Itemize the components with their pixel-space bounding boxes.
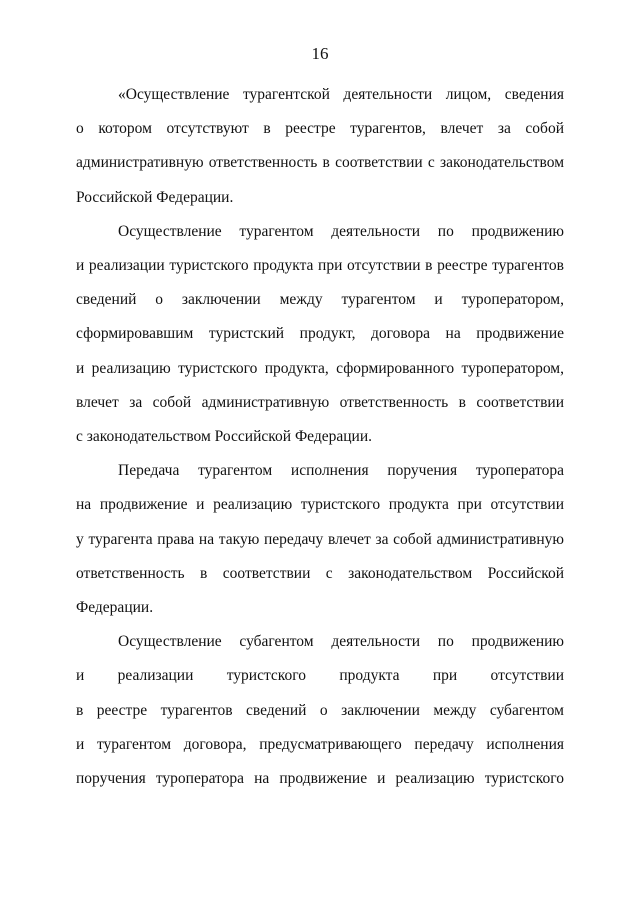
- text-line: сформировавшим туристский продукт, договора на продвижение: [76, 325, 564, 343]
- text-line: на продвижение и реализацию туристского продукта при отсутствии: [76, 496, 564, 514]
- page-number: 16: [311, 44, 329, 63]
- text-line: Российской Федерации.: [76, 188, 234, 206]
- text-line: и реализацию туристского продукта, сформированного туроператором,: [76, 359, 564, 377]
- text-line: и реализации туристского продукта при отсутствии: [76, 667, 564, 685]
- paragraph-3: [76, 454, 564, 625]
- text-line: с законодательством Российской Федерации.: [76, 428, 373, 446]
- text-line: в реестре турагентов сведений о заключении между субагентом: [76, 701, 564, 719]
- text-line: сведений о заключении между турагентом и туроператором,: [76, 291, 564, 309]
- text-line: Осуществление турагентом деятельности по продвижению: [118, 222, 564, 240]
- paragraph-2: [76, 215, 564, 454]
- text-line: и турагентом договора, предусматривающего передачу исполнения: [76, 735, 564, 753]
- text-line: Осуществление субагентом деятельности по продвижению: [118, 633, 564, 651]
- text-line: Передача турагентом исполнения поручения туроператора: [118, 462, 564, 480]
- text-line: влечет за собой административную ответственность в соответствии: [76, 393, 564, 411]
- paragraph-4: [76, 625, 564, 796]
- text-line: у турагента права на такую передачу влечет за собой административную: [76, 530, 564, 548]
- text-line: «Осуществление турагентской деятельности лицом, сведения: [118, 86, 564, 103]
- text-line: о котором отсутствуют в реестре турагентов, влечет за собой: [76, 120, 564, 138]
- text-line: Федерации.: [76, 599, 154, 617]
- paragraph-1: [76, 78, 564, 215]
- text-line: поручения туроператора на продвижение и реализацию туристского: [76, 770, 564, 788]
- text-line: ответственность в соответствии с законодательством Российской: [76, 564, 564, 582]
- text-line: административную ответственность в соответствии с законодательством: [76, 154, 564, 172]
- document-body: [76, 78, 564, 796]
- text-line: и реализации туристского продукта при отсутствии в реестре турагентов: [76, 257, 564, 275]
